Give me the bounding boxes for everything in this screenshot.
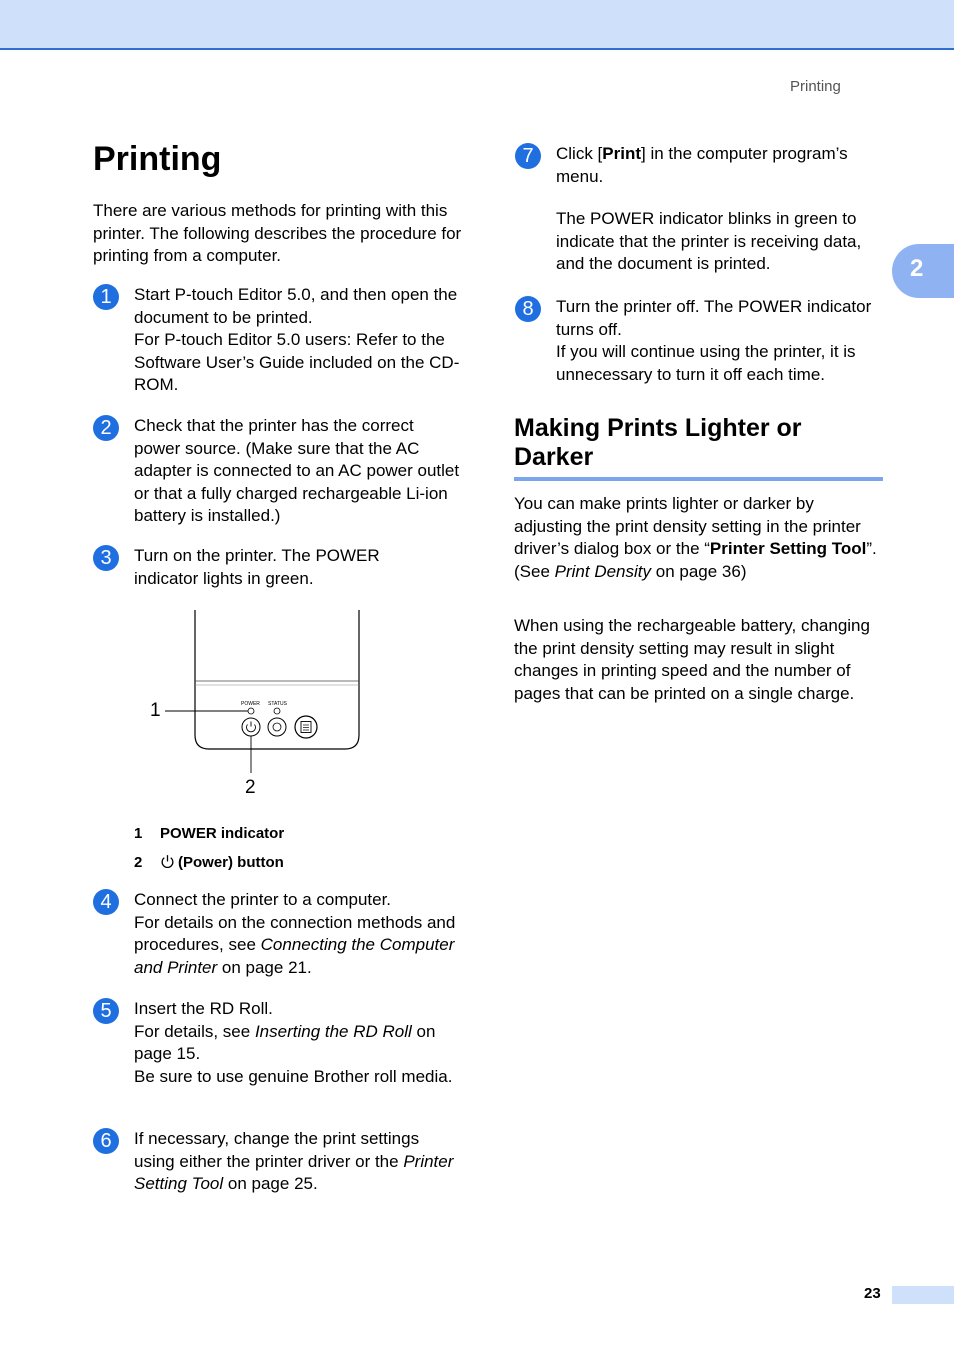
instruction-text: Click [ [556,144,603,163]
subsection-paragraph-2: When using the rechargeable battery, changing the print density setting may result in slight changes in printing speed and the number of pages that can be printed on a single charge. [514,616,870,703]
note-text: For details on the connection methods and procedures, see [134,912,456,954]
footer-bar [892,1286,954,1304]
header-bar [0,0,954,50]
power-label: POWER [241,701,260,707]
instruction-text: ] in the computer program’s menu. [556,144,848,186]
cross-reference-link[interactable]: Printer Setting Tool [134,1151,454,1193]
tool-name: Printer Setting Tool [709,539,867,558]
step-note: For P-touch Editor 5.0 users: Refer to the Software User’s Guide included on the CD-ROM. [134,330,460,394]
feed-symbol-icon [273,723,281,731]
step-text [134,284,464,397]
figure-legend-item [134,825,284,842]
cross-reference-link[interactable]: Inserting the RD Roll [254,1021,412,1041]
document-symbol-icon [301,722,311,733]
running-header: Printing [790,78,841,95]
status-label: STATUS [268,701,287,707]
step-instruction: Insert the RD Roll. [134,999,273,1018]
step-note: Be sure to use genuine Brother roll media. [134,1066,453,1086]
paragraph-text: ”. (See [514,539,877,581]
printer-control-panel-figure [140,605,380,805]
subsection-rule [514,477,883,481]
note-text: For details, see [134,1021,255,1041]
step-instruction: Start P-touch Editor 5.0, and then open the document to be printed. [134,285,458,327]
step-text: Turn on the printer. The POWER indicator lights in green. [134,546,380,588]
legend-number: 2 [134,854,143,871]
page-number: 23 [864,1285,881,1302]
step-note: If you will continue using the printer, it is unnecessary to turn it off each time. [556,342,856,384]
step-number-badge: 2 [93,415,119,441]
step-note [134,1021,459,1066]
figure-legend-item [134,854,284,871]
note-text: on page 21. [217,957,312,977]
printer-bottom-edge [195,735,359,749]
step-number-badge: 7 [515,143,541,169]
step-number-badge: 1 [93,284,119,310]
step-instruction: Turn the printer off. The POWER indicator turns off. [556,297,872,339]
step-text [134,889,459,979]
step-instruction: If necessary, change the print settings using either the printer driver or the [134,1129,420,1171]
cross-reference-link[interactable]: Print Density [554,561,652,581]
step-note [134,912,459,980]
legend-text: (Power) button [178,854,284,871]
step-number-badge: 3 [93,545,119,571]
menu-command: Print [602,144,642,163]
step-text [556,143,884,276]
cross-reference-link[interactable]: Connecting the Computer and Printer [134,935,455,977]
step-instruction: Connect the printer to a computer. [134,890,392,909]
step-text: Check that the printer has the correct power source. (Make sure that the AC adapter is connected to an AC power outlet or that a fully charged rechargeable Li-ion battery is installed.) [134,416,460,525]
page-title: Printing [93,140,222,178]
status-indicator-led [274,708,280,714]
feed-button-icon [268,718,286,736]
power-indicator-led [248,708,254,714]
step-instruction: on page 25. [223,1174,318,1193]
print-button-icon [295,716,317,738]
power-button-icon [242,718,260,736]
legend-text: POWER indicator [160,825,285,842]
subsection-title: Making Prints Lighter or Darker [514,414,802,471]
step-text [134,998,459,1088]
paragraph-text: You can make prints lighter or darker by adjusting the print density setting in the printer driver’s dialog box or the “ [514,494,861,558]
callout-number-2: 2 [245,777,256,798]
intro-paragraph: There are various methods for printing with this printer. The following describes the procedure for printing from a computer. [93,201,462,265]
callout-number-1: 1 [150,700,161,721]
subsection-paragraph-1 [514,493,884,583]
chapter-tab [892,244,954,298]
step-number-badge: 4 [93,889,119,915]
step-number-badge: 5 [93,998,119,1024]
step-text [134,1128,459,1196]
legend-number: 1 [134,825,143,842]
note-text: on page 15. [134,1021,436,1063]
step-note: The POWER indicator blinks in green to indicate that the printer is receiving data, and the document is printed. [556,209,862,273]
chapter-number: 2 [910,255,924,282]
step-number-badge: 8 [515,296,541,322]
step-number-badge: 6 [93,1128,119,1154]
paragraph-text: on page 36) [651,561,747,581]
step-instruction [556,143,884,188]
power-symbol-icon [160,854,175,869]
step-text [556,296,884,386]
power-symbol-icon [247,722,256,732]
